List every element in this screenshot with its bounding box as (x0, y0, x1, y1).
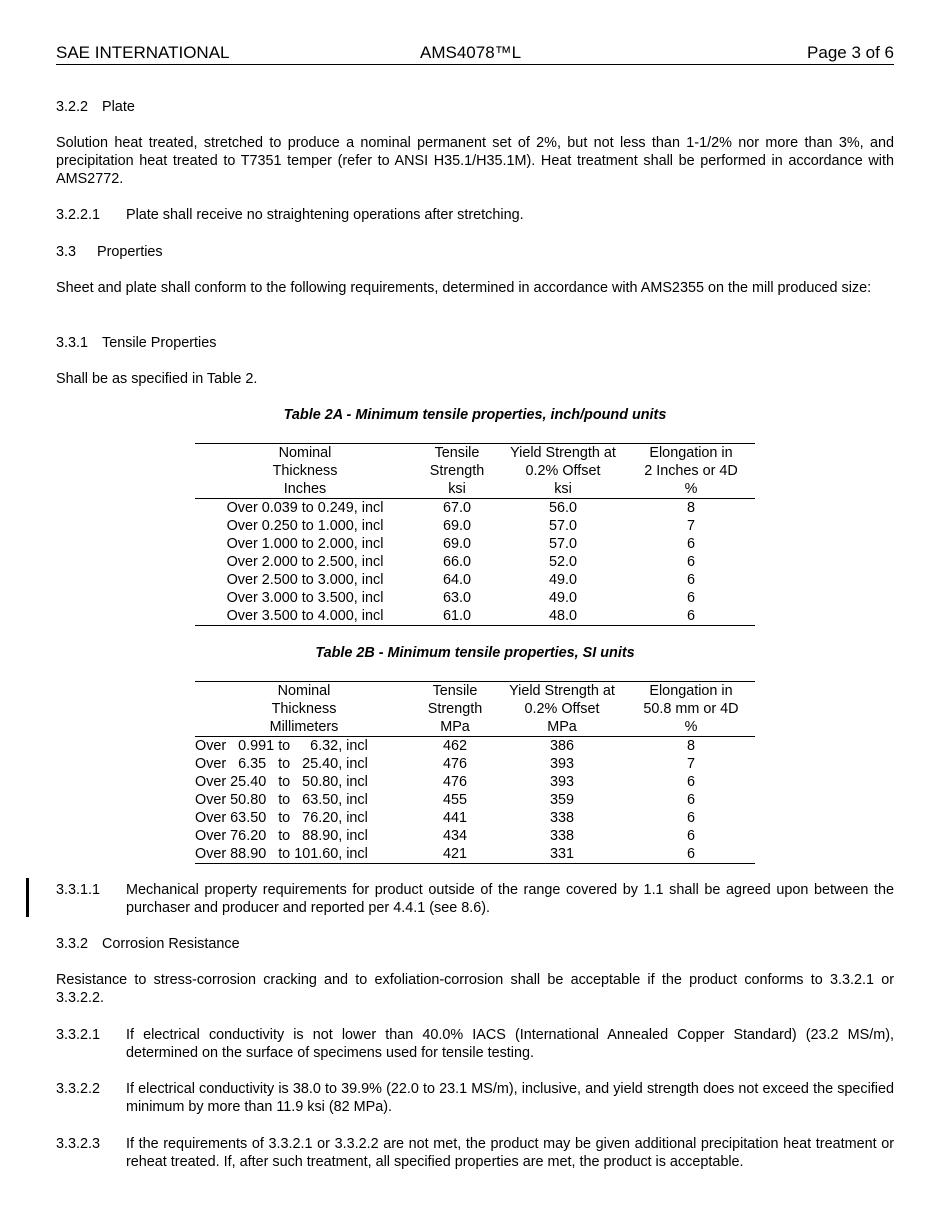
table-2a (195, 443, 755, 626)
section-number: 3.2.2 (56, 99, 89, 115)
clause-number: 3.2.2.1 (56, 207, 101, 223)
table-row: Over 50.80 to 63.50, incl 455 359 6 (195, 792, 695, 808)
paragraph-3-3-1: Shall be as specified in Table 2. (56, 371, 258, 387)
table-row: Over 6.35 to 25.40, incl 476 393 7 (195, 756, 695, 772)
table-row: Over 2.000 to 2.500, incl 66.0 52.0 6 (226, 554, 695, 570)
table-row: Over 2.500 to 3.000, incl 64.0 49.0 6 (226, 572, 695, 588)
clause-3-3-2-3 (56, 1135, 894, 1171)
col-header-elongation: Elongation in 50.8 mm or 4D % (643, 683, 739, 735)
section-title: Tensile Properties (102, 335, 217, 351)
col-header-thickness: Nominal Thickness Inches (272, 445, 338, 497)
table-row: Over 1.000 to 2.000, incl 69.0 57.0 6 (226, 536, 695, 552)
header-page-number: Page 3 of 6 (807, 43, 894, 62)
clause-number: 3.3.2.3 (56, 1136, 101, 1152)
header-org: SAE INTERNATIONAL (56, 43, 230, 62)
col-header-tensile: Tensile Strength MPa (427, 683, 483, 735)
paragraph-3-2-2: Solution heat treated, stretched to produce a nominal permanent set of 2%, but not less than 1-1/2% nor more than 3%, and precipitation heat treated to T7351 temper (refer to ANSI H35.1/H35.1M). Heat treatment shall be performed in accordance with AMS2772. (56, 135, 894, 187)
table-row: Over 0.039 to 0.249, incl 67.0 56.0 8 (226, 500, 695, 516)
clause-text: If electrical conductivity is not lower than 40.0% IACS (International Annealed Copper Standard) (23.2 MS/m), determined on the surface of specimens used for tensile testing. (126, 1027, 894, 1061)
revision-change-bar (26, 878, 29, 917)
col-header-thickness: Nominal Thickness Millimeters (269, 683, 339, 735)
section-title: Plate (102, 99, 135, 115)
clause-text: Mechanical property requirements for product outside of the range covered by 1.1 shall be agreed upon between the purchaser and producer and reported per 4.4.1 (see 8.6). (126, 882, 894, 916)
clause-number: 3.3.1.1 (56, 882, 101, 898)
section-heading-3-3-2 (56, 935, 894, 953)
clause-3-3-2-2 (56, 1080, 894, 1116)
col-header-yield: Yield Strength at 0.2% Offset ksi (510, 445, 616, 497)
paragraph-3-3-2: Resistance to stress-corrosion cracking and to exfoliation-corrosion shall be acceptable if the product conforms to 3.3.2.1 or 3.3.2.2. (56, 972, 894, 1006)
clause-number: 3.3.2.1 (56, 1027, 101, 1043)
header-doc-id: AMS4078™L (420, 43, 522, 62)
section-number: 3.3 (56, 244, 77, 260)
table-row: Over 25.40 to 50.80, incl 476 393 6 (195, 774, 695, 790)
paragraph-3-3: Sheet and plate shall conform to the following requirements, determined in accordance with AMS2355 on the mill produced size: (56, 280, 872, 296)
col-header-yield: Yield Strength at 0.2% Offset MPa (509, 683, 615, 735)
table-2b-caption: Table 2B - Minimum tensile properties, SI units (315, 645, 635, 661)
section-heading-3-3 (56, 243, 894, 261)
section-heading-3-2-2 (56, 98, 894, 116)
clause-3-2-2-1 (56, 206, 894, 224)
table-row: Over 0.250 to 1.000, incl 69.0 57.0 7 (226, 518, 695, 534)
col-header-elongation: Elongation in 2 Inches or 4D % (644, 445, 738, 497)
section-title: Properties (97, 244, 163, 260)
section-title: Corrosion Resistance (102, 936, 240, 952)
table-row: Over 0.991 to 6.32, incl 462 386 8 (195, 738, 695, 754)
table-row: Over 76.20 to 88.90, incl 434 338 6 (195, 828, 695, 844)
table-row: Over 88.90 to 101.60, incl 421 331 6 (195, 845, 755, 864)
clause-number: 3.3.2.2 (56, 1081, 101, 1097)
page-header (56, 44, 894, 65)
section-number: 3.3.1 (56, 335, 89, 351)
table-2a-caption: Table 2A - Minimum tensile properties, inch/pound units (283, 407, 667, 423)
table-row: Over 3.500 to 4.000, incl 61.0 48.0 6 (195, 607, 755, 626)
clause-text: Plate shall receive no straightening operations after stretching. (126, 207, 524, 223)
table-row: Over 63.50 to 76.20, incl 441 338 6 (195, 810, 695, 826)
table-header-row (195, 444, 755, 499)
section-number: 3.3.2 (56, 936, 89, 952)
clause-3-3-2-1 (56, 1026, 894, 1062)
table-header-row (195, 682, 755, 737)
clause-text: If the requirements of 3.3.2.1 or 3.3.2.2 are not met, the product may be given additional precipitation heat treatment or reheat treated. If, after such treatment, all specified properties are met, the product is acceptable. (126, 1136, 894, 1170)
col-header-tensile: Tensile Strength ksi (429, 445, 485, 497)
table-row: Over 3.000 to 3.500, incl 63.0 49.0 6 (226, 590, 695, 606)
section-heading-3-3-1 (56, 334, 894, 352)
clause-3-3-1-1 (56, 881, 894, 917)
clause-text: If electrical conductivity is 38.0 to 39.9% (22.0 to 23.1 MS/m), inclusive, and yield strength does not exceed the specified minimum by more than 11.9 ksi (82 MPa). (126, 1081, 894, 1115)
table-2b (195, 681, 755, 864)
